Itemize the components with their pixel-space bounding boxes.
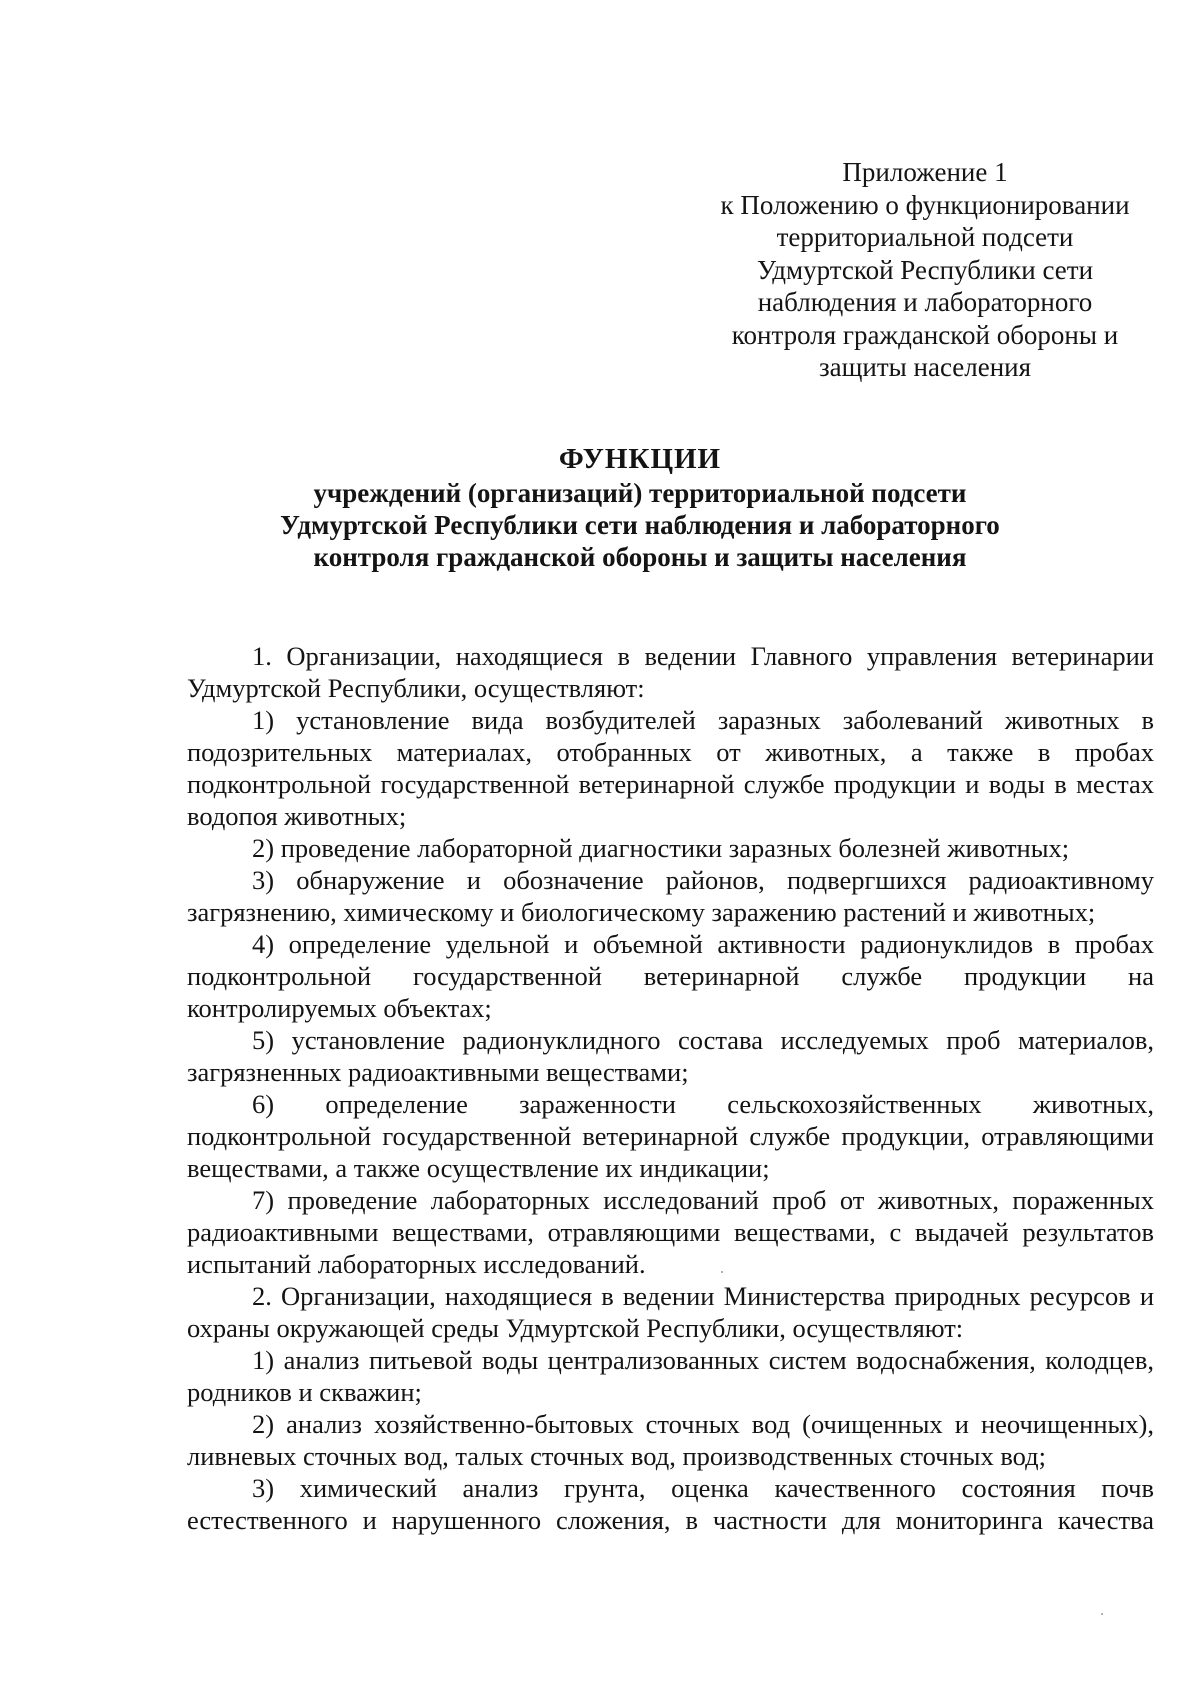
- body-paragraph: 2) проведение лабораторной диагностики заразных болезней животных;: [252, 833, 1070, 863]
- body-paragraph: 6) определение зараженности сельскохозяйственных животных, подконтрольной государственной ветеринарной службе продукции, отравляющими веществами, а также осуществление их индикации;: [187, 1089, 1154, 1183]
- body-paragraph: 2. Организации, находящиеся в ведении Министерства природных ресурсов и охраны окружающей среды Удмуртской Республики, осуществляют:: [187, 1281, 1154, 1343]
- body-paragraph: 3) химический анализ грунта, оценка качественного состояния почв естественного и нарушенного сложения, в частности для мониторинга качества: [187, 1473, 1154, 1535]
- appendix-line: территориальной подсети: [776, 222, 1074, 252]
- body-paragraph: 1. Организации, находящиеся в ведении Главного управления ветеринарии Удмуртской Республики, осуществляют:: [187, 641, 1154, 703]
- appendix-line: контроля гражданской обороны и: [731, 319, 1119, 350]
- body-paragraph: 2) анализ хозяйственно-бытовых сточных вод (очищенных и неочищенных), ливневых сточных вод, талых сточных вод, производственных сточных вод;: [187, 1409, 1154, 1471]
- title-subtitle-line: контроля гражданской обороны и защиты населения: [313, 542, 967, 572]
- body-paragraph: 5) установление радионуклидного состава исследуемых проб материалов, загрязненных радиоактивными веществами;: [187, 1025, 1154, 1087]
- body-paragraph: 4) определение удельной и объемной активности радионуклидов в пробах подконтрольной государственной ветеринарной службе продукции на контролируемых объектах;: [187, 929, 1154, 1023]
- title-heading: ФУНКЦИИ: [558, 443, 722, 475]
- body-paragraph: 7) проведение лабораторных исследований проб от животных, пораженных радиоактивными веществами, отравляющими веществами, с выдачей результатов испытаний лабораторных исследований.: [187, 1185, 1154, 1279]
- body-paragraph: 3) обнаружение и обозначение районов, подвергшихся радиоактивному загрязнению, химическому и биологическому заражению растений и животных;: [187, 865, 1154, 927]
- appendix-line: наблюдения и лабораторного: [757, 287, 1093, 317]
- body-paragraph: 1) установление вида возбудителей заразных заболеваний животных в подозрительных материалах, отобранных от животных, а также в пробах подконтрольной государственной ветеринарной службе продукции и воды в местах водопоя животных;: [187, 705, 1154, 831]
- appendix-line: Приложение 1: [842, 157, 1008, 187]
- appendix-line: Удмуртской Республики сети: [756, 254, 1094, 285]
- scan-speck: [1101, 1613, 1103, 1615]
- appendix-line: защиты населения: [818, 352, 1032, 382]
- document-body: [187, 640, 1154, 1536]
- title-subtitle-line: Удмуртской Республики сети наблюдения и лабораторного: [280, 510, 1000, 540]
- body-paragraph: 1) анализ питьевой воды централизованных систем водоснабжения, колодцев, родников и скважин;: [187, 1345, 1154, 1407]
- document-title: [0, 443, 1200, 573]
- appendix-line: к Положению о функционировании: [720, 189, 1130, 220]
- title-subtitle-line: учреждений (организаций) территориальной подсети: [313, 478, 967, 508]
- appendix-header: [700, 156, 1150, 384]
- scan-speck: [721, 1271, 723, 1273]
